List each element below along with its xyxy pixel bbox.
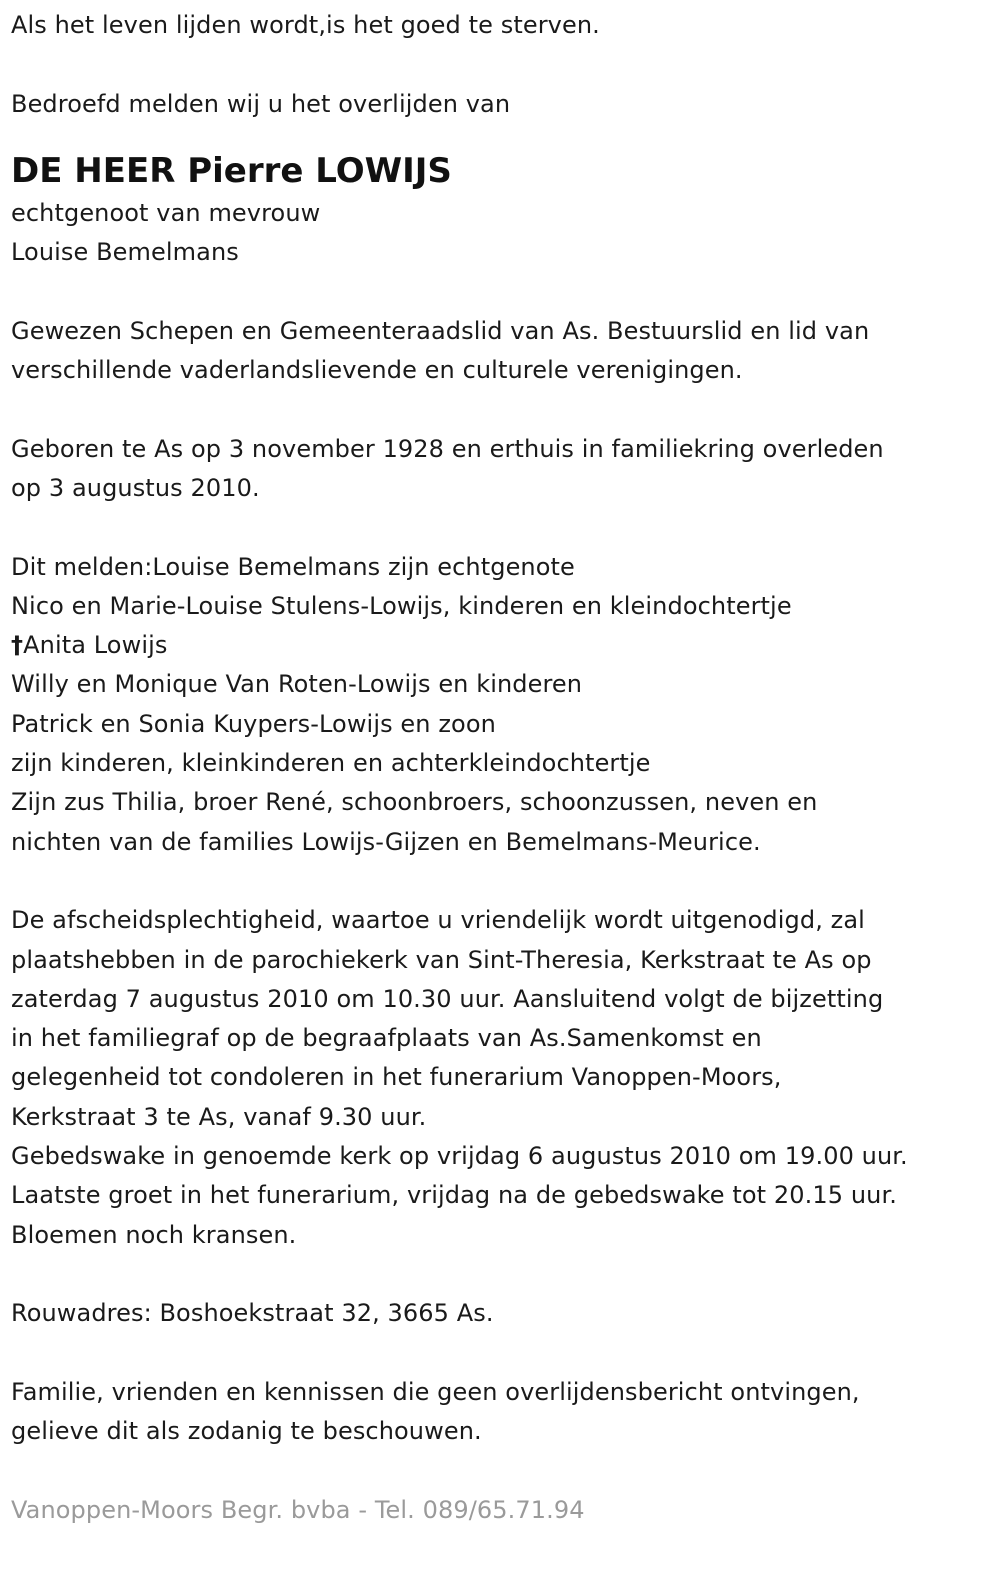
career-line-2: verschillende vaderlandslievende en culturele verenigingen. bbox=[11, 356, 743, 385]
ceremony-line-4: in het familiegraf op de begraafplaats van As.Samenkomst en bbox=[11, 1024, 762, 1053]
ceremony-line-5: gelegenheid tot condoleren in het funerarium Vanoppen-Moors, bbox=[11, 1063, 782, 1092]
cross-icon: † bbox=[11, 631, 24, 660]
ceremony-line-7: Gebedswake in genoemde kerk op vrijdag 6 augustus 2010 om 19.00 uur. bbox=[11, 1142, 908, 1171]
closing-line-2: gelieve dit als zodanig te beschouwen. bbox=[11, 1417, 482, 1446]
spacer bbox=[11, 508, 991, 547]
career-line-1: Gewezen Schepen en Gemeenteraadslid van As. Bestuurslid en lid van bbox=[11, 316, 870, 345]
dates-line-2: op 3 augustus 2010. bbox=[11, 473, 260, 502]
family-line-5: Patrick en Sonia Kuypers-Lowijs en zoon bbox=[11, 709, 496, 738]
ceremony-line-2: plaatshebben in de parochiekerk van Sint-Theresia, Kerkstraat te As op bbox=[11, 945, 872, 974]
ceremony-line-3: zaterdag 7 augustus 2010 om 10.30 uur. Aansluitend volgt de bijzetting bbox=[11, 984, 884, 1013]
ceremony-line-1: De afscheidsplechtigheid, waartoe u vriendelijk wordt uitgenodigd, zal bbox=[11, 906, 865, 935]
family-line-7: Zijn zus Thilia, broer René, schoonbroers, schoonzussen, neven en bbox=[11, 788, 818, 817]
spacer bbox=[11, 272, 991, 311]
family-name-anita: Anita Lowijs bbox=[23, 631, 168, 660]
closing-line-1: Familie, vrienden en kennissen die geen overlijdensbericht ontvingen, bbox=[11, 1377, 860, 1406]
spacer bbox=[11, 1334, 991, 1373]
funeral-home-footer: Vanoppen-Moors Begr. bvba - Tel. 089/65.71.94 bbox=[11, 1495, 585, 1524]
spacer bbox=[11, 1255, 991, 1294]
opening-quote: Als het leven lijden wordt,is het goed te sterven. bbox=[11, 11, 600, 39]
ceremony-line-8: Laatste groet in het funerarium, vrijdag na de gebedswake tot 20.15 uur. bbox=[11, 1181, 897, 1210]
spouse-line-1: echtgenoot van mevrouw bbox=[11, 198, 321, 227]
family-line-4: Willy en Monique Van Roten-Lowijs en kinderen bbox=[11, 670, 583, 699]
family-line-1: Dit melden:Louise Bemelmans zijn echtgenote bbox=[11, 552, 575, 581]
mourning-address: Rouwadres: Boshoekstraat 32, 3665 As. bbox=[11, 1299, 494, 1328]
dates-line-1: Geboren te As op 3 november 1928 en erthuis in familiekring overleden bbox=[11, 434, 884, 463]
family-line-8: nichten van de families Lowijs-Gijzen en Bemelmans-Meurice. bbox=[11, 827, 761, 856]
spacer bbox=[11, 1451, 991, 1490]
family-line-6: zijn kinderen, kleinkinderen en achterkleindochtertje bbox=[11, 749, 651, 778]
spacer bbox=[11, 862, 991, 901]
spouse-line-2: Louise Bemelmans bbox=[11, 238, 239, 267]
family-line-3 bbox=[11, 626, 991, 665]
ceremony-line-6: Kerkstraat 3 te As, vanaf 9.30 uur. bbox=[11, 1102, 427, 1131]
family-line-2: Nico en Marie-Louise Stulens-Lowijs, kinderen en kleindochtertje bbox=[11, 591, 792, 620]
spacer bbox=[11, 390, 991, 429]
spacer bbox=[11, 45, 991, 84]
announcement: Bedroefd melden wij u het overlijden van bbox=[11, 89, 511, 118]
ceremony-line-9: Bloemen noch kransen. bbox=[11, 1220, 297, 1249]
death-notice bbox=[11, 0, 991, 1530]
deceased-name: DE HEER Pierre LOWIJS bbox=[11, 150, 452, 191]
